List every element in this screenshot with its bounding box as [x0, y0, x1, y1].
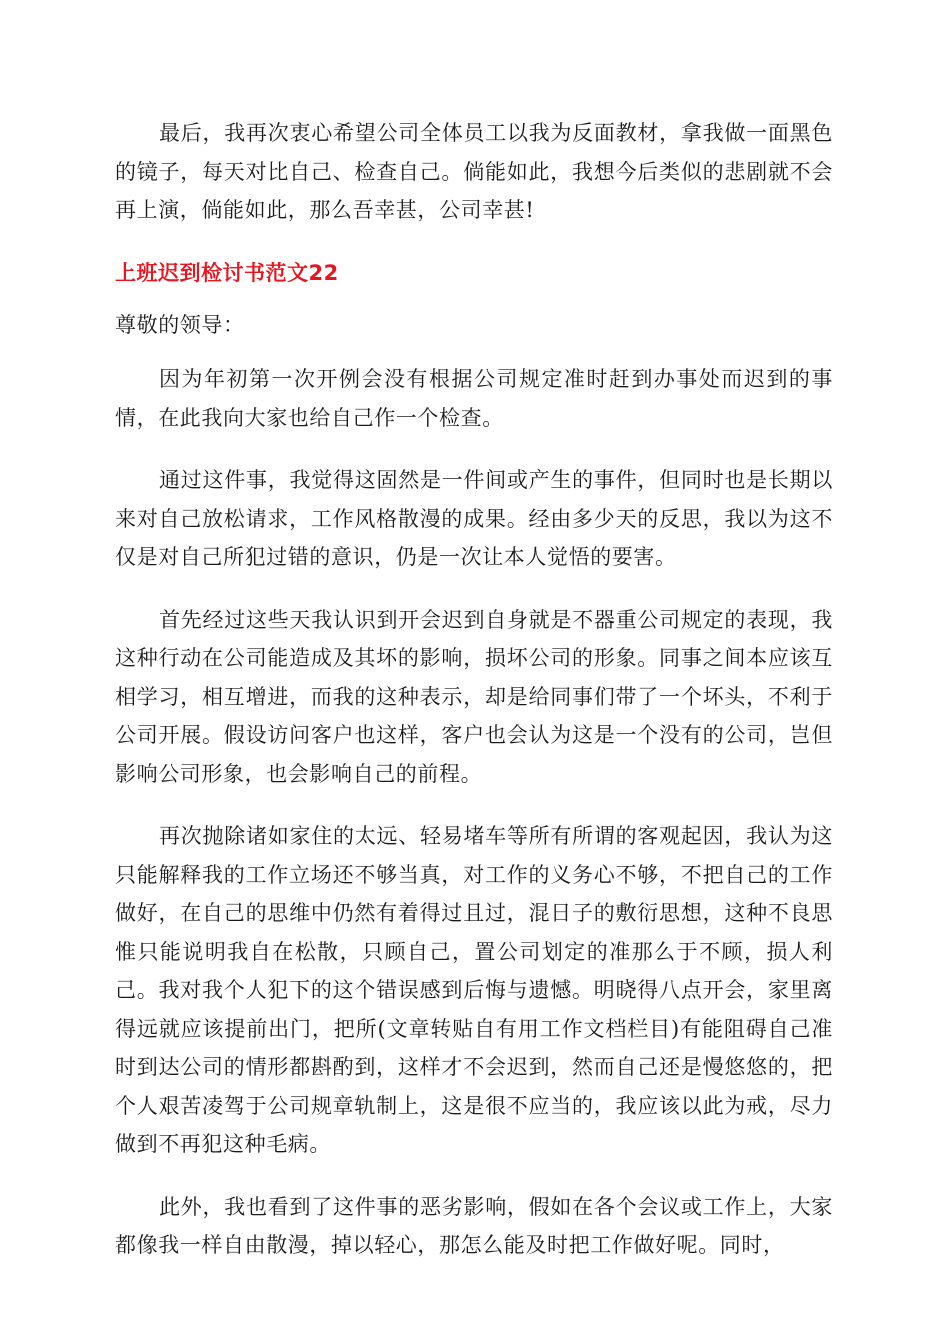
closing-paragraph: 最后，我再次衷心希望公司全体员工以我为反面教材，拿我做一面黑色的镜子，每天对比自己、检查自己。倘能如此，我想今后类似的悲剧就不会再上演，倘能如此，那么吾幸甚，公司幸甚! [115, 121, 833, 222]
section-title: 上班迟到检讨书范文22 [115, 260, 339, 285]
body-paragraph-2: 通过这件事，我觉得这固然是一件间或产生的事件，但同时也是长期以来对自己放松请求，工作风格散漫的成果。经由多少天的反思，我以为这不仅是对自己所犯过错的意识，仍是一次让本人觉悟的要害。 [115, 468, 833, 569]
body-paragraph-5: 此外，我也看到了这件事的恶劣影响，假如在各个会议或工作上，大家都像我一样自由散漫，掉以轻心，那怎么能及时把工作做好呢。同时， [115, 1194, 833, 1257]
body-paragraph-4: 再次抛除诸如家住的太远、轻易堵车等所有所谓的客观起因，我认为这只能解释我的工作立场还不够当真，对工作的义务心不够，不把自己的工作做好，在自己的思维中仍然有着得过且过，混日子的敷衍思想，这种不良思惟只能说明我自在松散，只顾自己，置公司划定的准那么于不顾，损人利己。我对我个人犯下的这个错误感到后悔与遗憾。明晓得八点开会，家里离得远就应该提前出门，把所(文章转贴自有用工作文档栏目)有能阻碍自己准时到达公司的情形都斟酌到，这样才不会迟到，然而自己还是慢悠悠的，把个人艰苦凌驾于公司规章轨制上，这是很不应当的，我应该以此为戒，尽力做到不再犯这种毛病。 [115, 824, 833, 1156]
document-page [115, 114, 833, 1265]
salutation: 尊敬的领导： [115, 312, 245, 337]
body-paragraph-3: 首先经过这些天我认识到开会迟到自身就是不器重公司规定的表现，我这种行动在公司能造成及其坏的影响，损坏公司的形象。同事之间本应该互相学习，相互增进，而我的这种表示，却是给同事们带了一个坏头，不利于公司开展。假设访问客户也这样，客户也会认为这是一个没有的公司，岂但影响公司形象，也会影响自己的前程。 [115, 607, 833, 786]
body-paragraph-1: 因为年初第一次开例会没有根据公司规定准时赶到办事处而迟到的事情，在此我向大家也给自己作一个检查。 [115, 367, 833, 430]
